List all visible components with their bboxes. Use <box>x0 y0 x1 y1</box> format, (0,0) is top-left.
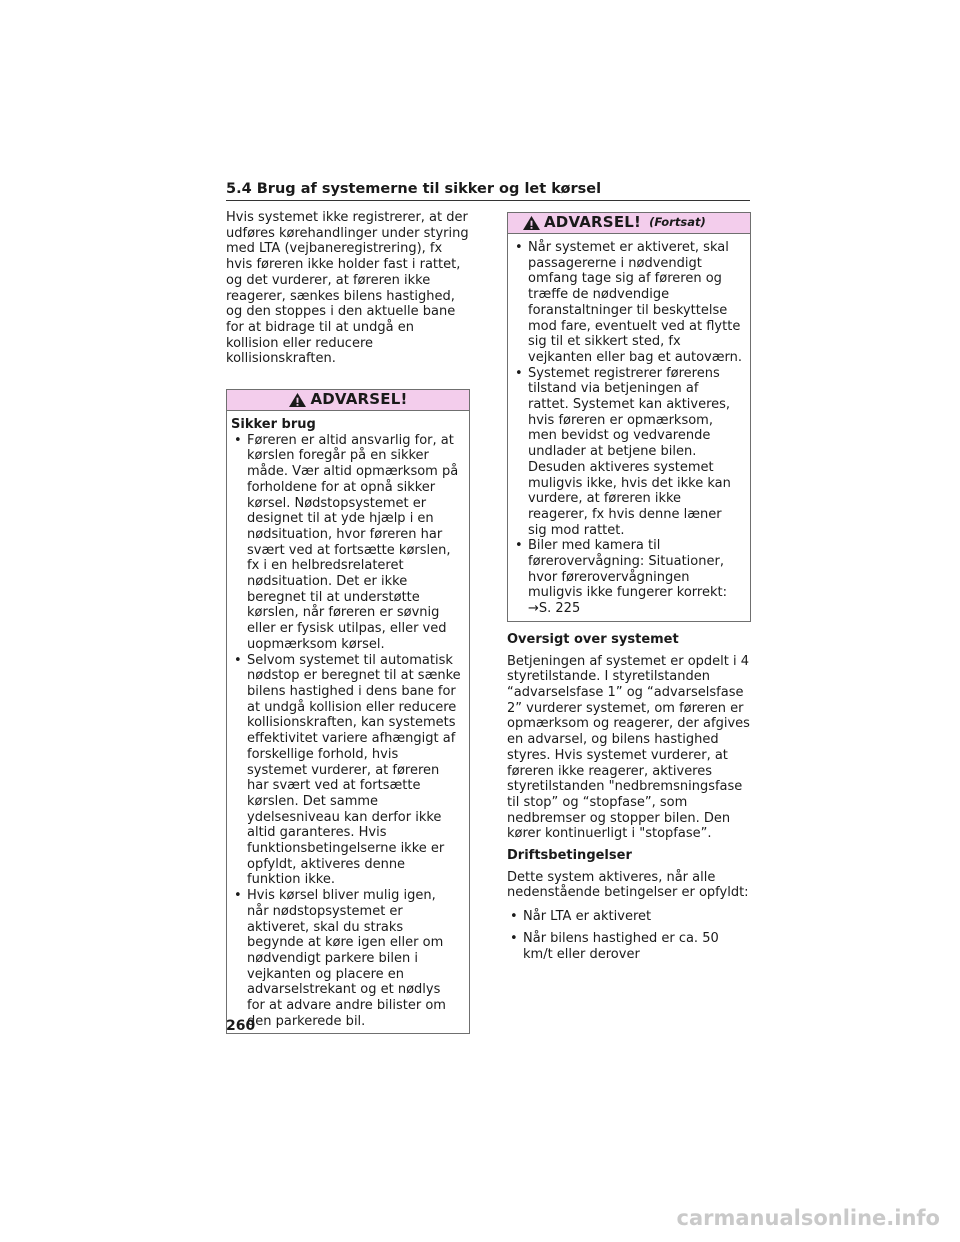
warning-body <box>227 411 469 1033</box>
right-column <box>507 212 751 968</box>
overview-paragraph: Betjeningen af systemet er opdelt i 4 styretilstande. I styretilstanden “advarselsfase 1” og “advarselsfase 2” vurderer systemet, om føreren er opmærksom og reagerer, der afgives en advarsel, og bilens hastighed styres. Hvis systemet vurderer, at føreren ikke reagerer, aktiveres styretilstanden "nedbremsningsfase til stop” og “stopfase”, som nedbremser og stopper bilen. Den kører kontinuerligt i "stopfase”. <box>507 653 750 842</box>
condition-item: • Når bilens hastighed er ca. 50 km/t eller derover <box>507 931 751 962</box>
left-column <box>226 210 470 1034</box>
warning-header-continued <box>508 213 750 234</box>
condition-item: • Når LTA er aktiveret <box>507 909 751 925</box>
warning-triangle-icon <box>522 215 541 231</box>
section-title: 5.4 Brug af systemerne til sikker og let kørsel <box>226 180 750 201</box>
warning-item: • Systemet registrerer førerens tilstand via betjeningen af rattet. Systemet kan aktiveres, hvis føreren er opmærksom, men bevidst og vedvarende undlader at betjene bilen. Desuden aktiveres systemet muligvis ikke, hvis det ikke kan vurdere, at føreren ikke reagerer, fx hvis denne læner sig mod rattet. <box>512 366 742 539</box>
warning-item: • Når systemet er aktiveret, skal passagererne i nødvendigt omfang tage sig af føreren og træffe de nødvendige foranstaltninger til beskyttelse mod fare, eventuelt ved at flytte sig til et sikkert sted, fx vejkanten eller bag et autoværn. <box>512 240 742 366</box>
watermark: carmanualsonline.info <box>676 1206 940 1230</box>
intro-paragraph: Hvis systemet ikke registrerer, at der udføres kørehandlinger under styring med LTA (vejbaneregistrering), fx hvis føreren ikke holder fast i rattet, og det vurderer, at føreren ikke reagerer, sænkes bilens hastighed, og den stoppes i den aktuelle bane for at bidrage til at undgå en kollision eller reducere kollisionskraften. <box>226 210 469 367</box>
warning-item: • Føreren er altid ansvarlig for, at kørslen foregår på en sikker måde. Vær altid opmærksom på forholdene for at opnå sikker kørsel. Nødstopsystemet er designet til at yde hjælp i en nødsituation, hvor føreren har svært ved at fortsætte kørslen, fx i en helbredsrelateret nødsituation. Det er ikke beregnet til at understøtte kørslen, når føreren er søvnig eller er fysisk utilpas, eller ved uopmærksom kørsel. <box>231 433 461 653</box>
warning-heading: Sikker brug <box>231 417 316 433</box>
warning-label: ADVARSEL! <box>544 213 642 232</box>
warning-item: • Selvom systemet til automatisk nødstop er beregnet til at sænke bilens hastighed i dens bane for at undgå kollision eller reducere kollisionskraften, kan systemets effektivitet variere afhængigt af forskellige forhold, hvis systemet vurderer, at føreren har svært ved at fortsætte kørslen. Det samme ydelsesniveau kan derfor ikke altid garanteres. Hvis funktionsbetingelserne ikke er opfyldt, aktiveres denne funktion ikke. <box>231 653 461 889</box>
overview-heading: Oversigt over systemet <box>507 631 679 647</box>
warning-body <box>508 234 750 621</box>
conditions-paragraph: Dette system aktiveres, når alle nedenstående betingelser er opfyldt: <box>507 869 749 901</box>
warning-label: ADVARSEL! <box>310 390 408 409</box>
page-number: 260 <box>226 1018 256 1034</box>
warning-continued-label: (Fortsat) <box>649 215 706 230</box>
warning-triangle-icon <box>288 392 307 408</box>
warning-list <box>231 433 461 1030</box>
warning-box-continued <box>507 212 751 622</box>
conditions-heading: Driftsbetingelser <box>507 848 632 864</box>
warning-list <box>512 240 742 617</box>
warning-item: • Hvis kørsel bliver mulig igen, når nødstopsystemet er aktiveret, skal du straks begynde at køre igen eller om nødvendigt parkere bilen i vejkanten og placere en advarselstrekant og et nødlys for at advare andre bilister om den parkerede bil. <box>231 888 461 1029</box>
warning-box <box>226 389 470 1034</box>
warning-item: • Biler med kamera til førerovervågning: Situationer, hvor førerovervågningen muligvis ikke fungerer korrekt: →S. 225 <box>512 538 742 617</box>
warning-header <box>227 390 469 411</box>
conditions-list <box>507 909 751 962</box>
